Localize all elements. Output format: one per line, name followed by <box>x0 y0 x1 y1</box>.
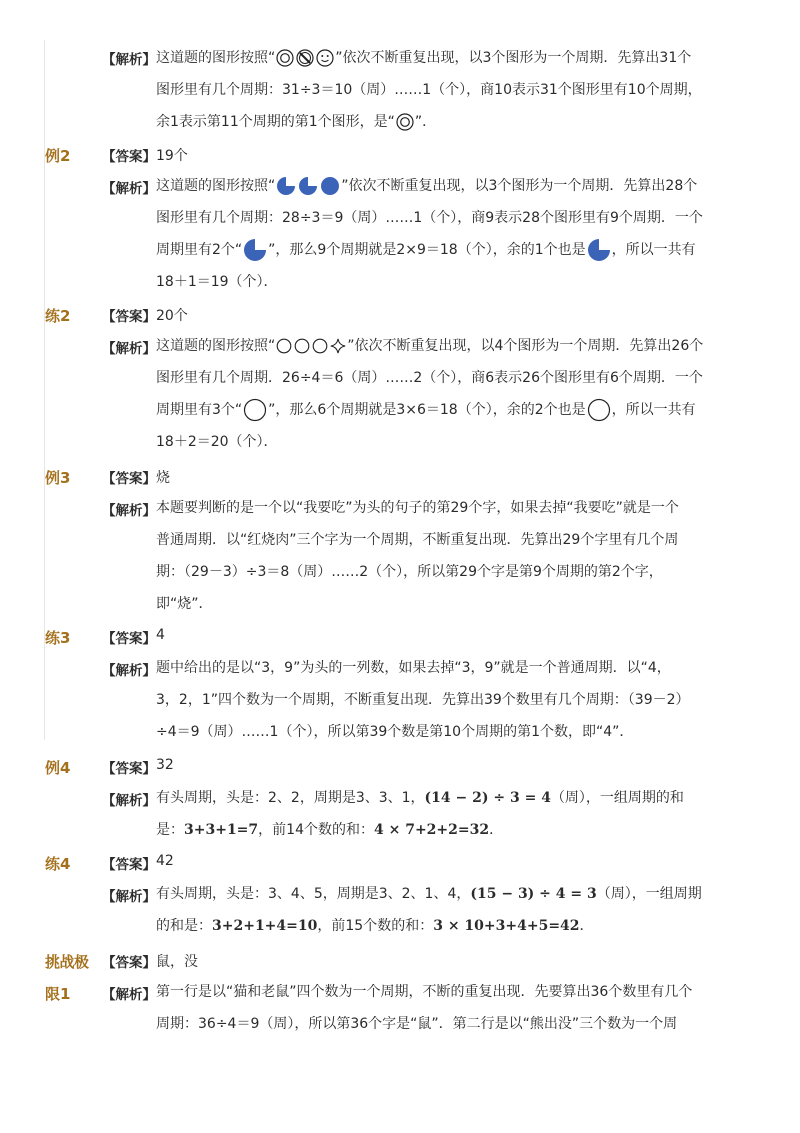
analysis-label: 【解析】 <box>102 503 156 519</box>
answer-value: 19个 <box>156 148 188 164</box>
section-label-ex2: 例2 <box>45 147 71 165</box>
analysis-text: 余1表示第11个周期的第1个图形，是“ ”． <box>156 114 437 130</box>
formula: (15 − 3) ÷ 4 = 3 <box>470 886 597 902</box>
filled-circle-icon <box>320 176 340 196</box>
prohibited-circle-icon <box>296 49 314 67</box>
analysis-label: 【解析】 <box>102 889 156 905</box>
analysis-text: 期：（29－3）÷3＝8（周）……2（个），所以第29个字是第9个周期的第2个字， <box>156 564 663 580</box>
answer-label: 【答案】 <box>102 631 156 647</box>
section-label-ex3: 例3 <box>45 469 71 487</box>
analysis-text: 题中给出的是以“3，9”为头的一列数，如果去掉“3，9”就是一个普通周期．以“4， <box>156 660 671 676</box>
pacman-shape-icon <box>276 176 296 196</box>
ex3-answer-row <box>0 460 800 492</box>
ex4-analysis-row-1 <box>0 782 800 814</box>
answer-value: 42 <box>156 853 174 869</box>
hollow-circle-icon <box>276 338 292 354</box>
formula: 3+3+1=7 <box>184 822 259 838</box>
section-label-ex4: 例4 <box>45 759 71 777</box>
hollow-circle-icon <box>312 338 328 354</box>
hollow-circle-icon <box>294 338 310 354</box>
pr4-analysis-row-1 <box>0 878 800 910</box>
pr3-analysis-row-3 <box>0 716 800 748</box>
analysis-text: 图形里有几个周期．26÷4＝6（周）……2（个），商6表示26个图形里有6个周期．一个 <box>156 370 703 386</box>
ex2-analysis-row-1 <box>0 170 800 202</box>
pr2-analysis-row-2 <box>0 362 800 394</box>
pr2-answer-row <box>0 298 800 330</box>
ex4-analysis-row-2 <box>0 814 800 846</box>
analysis-text: 的和是：3+2+1+4=10，前15个数的和：3 × 10+3+4+5=42． <box>156 918 594 934</box>
analysis-text: 第一行是以“猫和老鼠”四个数为一个周期，不断的重复出现．先要算出36个数里有几个 <box>156 984 693 1000</box>
analysis-label: 【解析】 <box>102 341 156 357</box>
ex3-analysis-row-3 <box>0 556 800 588</box>
answer-label: 【答案】 <box>102 761 156 777</box>
analysis-text: 周期：36÷4＝9（周），所以第36个字是“鼠”．第二行是以“熊出没”三个数为一个周 <box>156 1016 678 1032</box>
analysis-label: 【解析】 <box>102 181 156 197</box>
prev-analysis-row-3 <box>0 106 800 138</box>
ex2-answer-row <box>0 138 800 170</box>
pacman-shape-icon <box>298 176 318 196</box>
double-circle-icon <box>276 49 294 67</box>
pacman-shape-icon <box>587 238 611 262</box>
analysis-text: ÷4＝9（周）……1（个），所以第39个数是第10个周期的第1个数，即“4”． <box>156 724 634 740</box>
answer-label: 【答案】 <box>102 149 156 165</box>
section-label-pr2: 练2 <box>45 307 71 325</box>
hollow-circle-icon <box>243 398 267 422</box>
analysis-text: 周期里有3个“ ”，那么6个周期就是3×6＝18（个），余的2个也是 ，所以一共有 <box>156 394 721 426</box>
challenge-analysis-row-2 <box>0 1008 800 1040</box>
ex2-analysis-row-3 <box>0 234 800 266</box>
analysis-text: 是：3+3+1=7，前14个数的和：4 × 7+2+2=32． <box>156 822 504 838</box>
challenge-analysis-row-1 <box>0 976 800 1008</box>
pr4-analysis-row-2 <box>0 910 800 942</box>
analysis-text: 普通周期．以“红烧肉”三个字为一个周期，不断重复出现．先算出29个字里有几个周 <box>156 532 679 548</box>
analysis-text: 18＋1＝19（个）． <box>156 274 278 290</box>
smiley-face-icon <box>316 49 334 67</box>
analysis-text: 这道题的图形按照“ ”依次不断重复出现，以3个图形为一个周期．先算出31个 <box>156 50 692 66</box>
analysis-text: 周期里有2个“ ”，那么9个周期就是2×9＝18（个），余的1个也是 ，所以一共有 <box>156 234 721 266</box>
ex2-analysis-row-2 <box>0 202 800 234</box>
analysis-label: 【解析】 <box>102 987 156 1003</box>
section-label-challenge: 挑战极 <box>45 953 89 971</box>
double-circle-icon <box>396 113 414 131</box>
answer-value: 烧 <box>156 470 170 486</box>
pacman-shape-icon <box>243 238 267 262</box>
answer-label: 【答案】 <box>102 309 156 325</box>
analysis-text: 图形里有几个周期：31÷3＝10（周）……1（个），商10表示31个图形里有10个周期， <box>156 82 702 98</box>
section-label-pr3: 练3 <box>45 629 71 647</box>
analysis-text: 有头周期，头是：3、4、5，周期是3、2、1、4，(15 − 3) ÷ 4 = 3（周），一组周期 <box>156 886 702 902</box>
pr4-answer-row <box>0 846 800 878</box>
analysis-text: 18＋2＝20（个）． <box>156 434 278 450</box>
ex3-analysis-row-2 <box>0 524 800 556</box>
prev-analysis-row-2 <box>0 74 800 106</box>
prev-analysis-row-1 <box>0 42 800 74</box>
analysis-text: 即“烧”． <box>156 596 213 612</box>
four-point-star-icon <box>330 338 346 354</box>
pr3-analysis-row-1 <box>0 652 800 684</box>
formula: 3 × 10+3+4+5=42 <box>433 918 580 934</box>
answer-label: 【答案】 <box>102 857 156 873</box>
section-label-pr4: 练4 <box>45 855 71 873</box>
analysis-text: 这道题的图形按照“ ”依次不断重复出现，以3个图形为一个周期．先算出28个 <box>156 178 698 194</box>
answer-value: 32 <box>156 757 174 773</box>
section-label-challenge-2: 限1 <box>45 985 71 1003</box>
ex3-analysis-row-1 <box>0 492 800 524</box>
answer-value: 20个 <box>156 308 188 324</box>
pr2-analysis-row-3 <box>0 394 800 426</box>
pr2-analysis-row-4 <box>0 426 800 458</box>
ex3-analysis-row-4 <box>0 588 800 620</box>
answer-value: 鼠，没 <box>156 954 198 970</box>
pr2-analysis-row-1 <box>0 330 800 362</box>
pr3-analysis-row-2 <box>0 684 800 716</box>
ex2-analysis-row-4 <box>0 266 800 298</box>
analysis-text: 本题要判断的是一个以“我要吃”为头的句子的第29个字，如果去掉“我要吃”就是一个 <box>156 500 679 516</box>
formula: 4 × 7+2+2=32 <box>373 822 490 838</box>
answer-label: 【答案】 <box>102 471 156 487</box>
analysis-text: 有头周期，头是：2、2，周期是3、3、1，(14 − 2) ÷ 3 = 4（周），一组周期的和 <box>156 790 684 806</box>
challenge-answer-row <box>0 944 800 976</box>
pr3-answer-row <box>0 620 800 652</box>
analysis-label: 【解析】 <box>102 793 156 809</box>
analysis-text: 图形里有几个周期：28÷3＝9（周）……1（个），商9表示28个图形里有9个周期．一个 <box>156 210 703 226</box>
formula: (14 − 2) ÷ 3 = 4 <box>424 790 551 806</box>
ex4-answer-row <box>0 750 800 782</box>
analysis-text: 这道题的图形按照“ ”依次不断重复出现，以4个图形为一个周期．先算出26个 <box>156 338 704 354</box>
answer-label: 【答案】 <box>102 955 156 971</box>
answer-value: 4 <box>156 627 165 643</box>
analysis-label: 【解析】 <box>102 663 156 679</box>
hollow-circle-icon <box>587 398 611 422</box>
analysis-text: 3，2，1”四个数为一个周期，不断重复出现．先算出39个数里有几个周期：（39－2） <box>156 692 690 708</box>
analysis-label: 【解析】 <box>102 52 156 68</box>
formula: 3+2+1+4=10 <box>212 918 318 934</box>
